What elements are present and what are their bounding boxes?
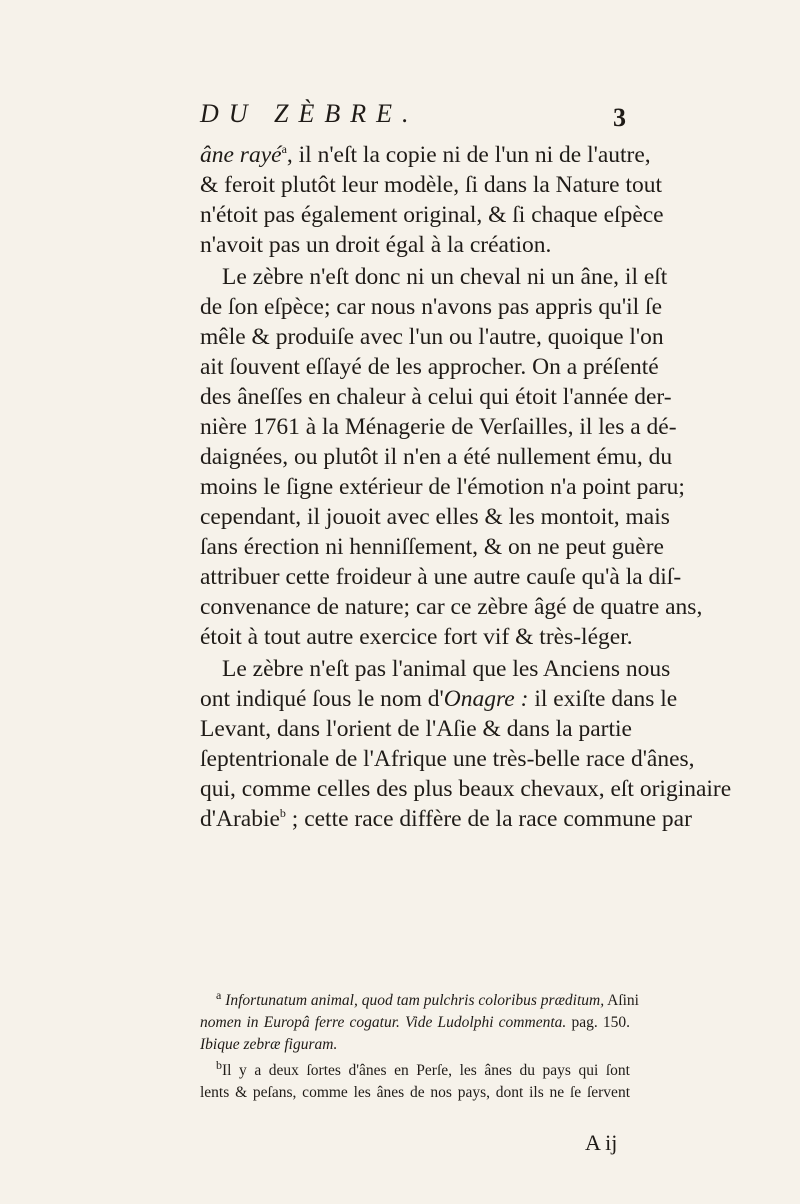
text-line: d'Arabie$^b$ ; cette race diffère de la race commune par xyxy=(200,806,692,832)
running-title: DU ZÈBRE. xyxy=(200,99,419,128)
text-line: qui, comme celles des plus beaux chevaux, eſt originaire xyxy=(200,776,732,802)
text-line: âne rayé$^a$, il n'eſt la copie ni de l'un ni de l'autre, xyxy=(200,142,651,168)
text-line: attribuer cette froideur à une autre cauſe qu'à la diſ- xyxy=(200,564,682,590)
text-line: mêle & produiſe avec l'un ou l'autre, quoique l'on xyxy=(200,324,664,350)
text-line: cependant, il jouoit avec elles & les montoit, mais xyxy=(200,504,670,530)
text-line: ont indiqué ſous le nom d'Onagre : il exiſte dans le xyxy=(200,686,678,712)
footnote-a-line: $^a$ Infortunatum animal, quod tam pulchris coloribus præditum, Aſini xyxy=(216,987,639,1009)
text-line: Le zèbre n'eſt donc ni un cheval ni un âne, il eſt xyxy=(222,264,668,290)
text-line: étoit à tout autre exercice fort vif & très-léger. xyxy=(200,624,633,650)
text-line: de ſon eſpèce; car nous n'avons pas appris qu'il ſe xyxy=(200,294,663,320)
text-line: daignées, ou plutôt il n'en a été nullement ému, du xyxy=(200,444,673,470)
text-line: Levant, dans l'orient de l'Aſie & dans la partie xyxy=(200,716,632,742)
text-line: convenance de nature; car ce zèbre âgé de quatre ans, xyxy=(200,594,703,620)
text-line: ſeptentrionale de l'Afrique une très-belle race d'ânes, xyxy=(200,746,695,772)
text-line: moins le ſigne extérieur de l'émotion n'a point paru; xyxy=(200,474,685,500)
text-line: n'étoit pas également original, & ſi chaque eſpèce xyxy=(200,202,664,228)
text-line: & feroit plutôt leur modèle, ſi dans la Nature tout xyxy=(200,172,663,198)
text-line: Le zèbre n'eſt pas l'animal que les Anciens nous xyxy=(222,656,671,682)
text-line: nière 1761 à la Ménagerie de Verſailles, il les a dé- xyxy=(200,414,677,440)
footnote-b-line: $^b$Il y a deux ſortes d'ânes en Perſe, les ânes du pays qui ſont xyxy=(216,1057,630,1079)
text-line: n'avoit pas un droit égal à la création. xyxy=(200,232,552,258)
text-line: des âneſſes en chaleur à celui qui étoit l'année der- xyxy=(200,384,672,410)
footnote-b-line: lents & peſans, comme les ânes de nos pays, dont ils ne ſe ſervent xyxy=(200,1084,630,1101)
page-number: 3 xyxy=(613,103,626,132)
page-header xyxy=(0,99,800,139)
text-line: ait ſouvent eſſayé de les approcher. On a préſenté xyxy=(200,354,659,380)
text-line: ſans érection ni henniſſement, & on ne peut guère xyxy=(200,534,664,560)
signature-mark: A ij xyxy=(585,1130,618,1155)
footnote-a-line: nomen in Europâ ferre cogatur. Vide Ludolphi commenta. pag. 150. xyxy=(200,1014,630,1031)
footnote-a-line: Ibique zebræ figuram. xyxy=(200,1036,338,1053)
